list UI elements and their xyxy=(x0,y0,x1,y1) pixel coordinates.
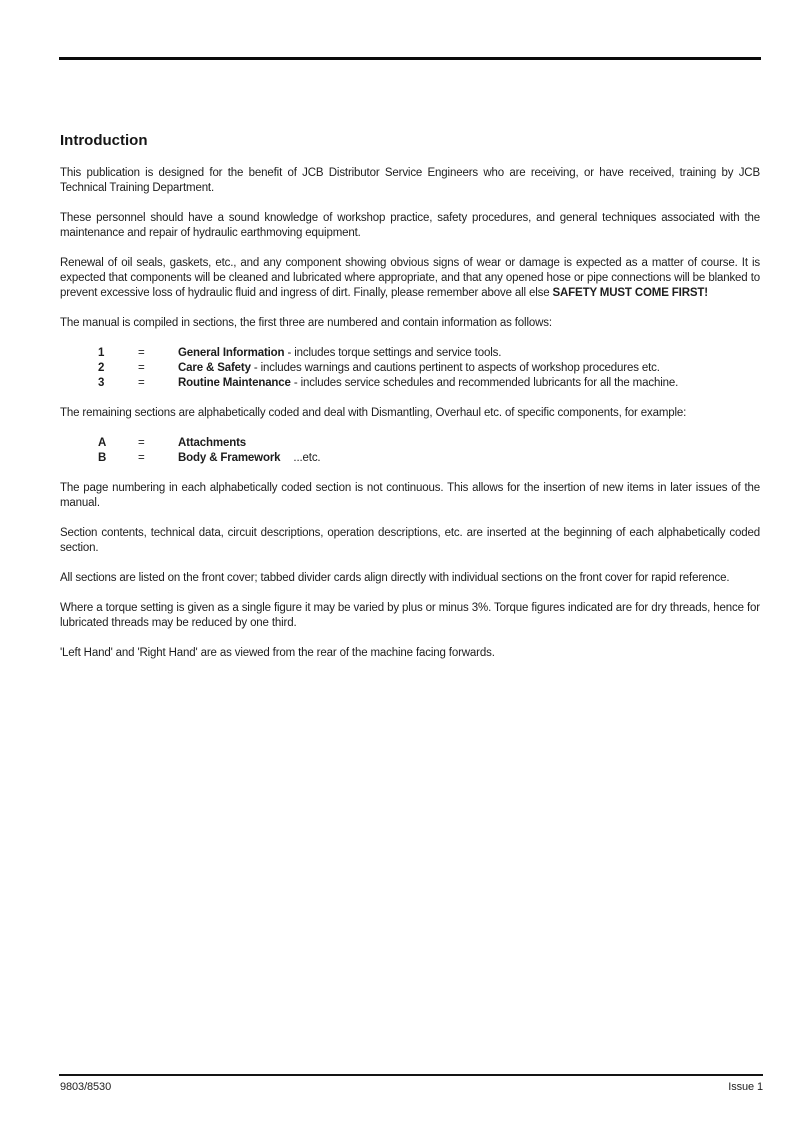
list-item xyxy=(60,346,760,361)
paragraph-page-numbering: The page numbering in each alphabetically coded section is not continuous. This allows for the insertion of new items in later issues of the manual. xyxy=(60,482,760,509)
section-description xyxy=(178,376,760,391)
section-description xyxy=(178,451,760,466)
section-number: 1 xyxy=(98,347,105,359)
list-item xyxy=(60,436,760,451)
section-title: Care & Safety xyxy=(178,362,251,374)
section-title: Body & Framework xyxy=(178,452,281,464)
list-item xyxy=(60,376,760,391)
paragraph-manual-sections-intro: The manual is compiled in sections, the first three are numbered and contain information as follows: xyxy=(60,317,552,329)
equals-sign: = xyxy=(138,437,145,449)
paragraph-renewal-safety xyxy=(60,256,760,301)
paragraph-section-contents: Section contents, technical data, circuit descriptions, operation descriptions, etc. are inserted at the beginning of each alphabetically coded section. xyxy=(60,527,760,554)
paragraph-renewal-text: Renewal of oil seals, gaskets, etc., and any component showing obvious signs of wear or damage is expected as a matter of course. It is expected that components will be cleaned and lubricated where appropriate, and that any opened hose or pipe connections will be blanked to prevent excessive loss of hydraulic fluid and ingress of dirt. Finally, please remember above all else xyxy=(60,257,760,299)
footer-issue-number: Issue 1 xyxy=(728,1081,763,1093)
equals-sign: = xyxy=(138,452,145,464)
top-divider-rule xyxy=(59,57,761,60)
paragraph-personnel-knowledge: These personnel should have a sound knowledge of workshop practice, safety procedures, and general techniques associated with the maintenance and repair of hydraulic earthmoving equipment. xyxy=(60,212,760,239)
footer-document-number: 9803/8530 xyxy=(60,1081,112,1093)
section-detail: - includes service schedules and recommended lubricants for all the machine. xyxy=(290,377,679,389)
section-description xyxy=(178,436,760,451)
section-title: Routine Maintenance xyxy=(178,377,291,389)
section-letter: B xyxy=(98,452,107,464)
paragraph-left-right-hand: 'Left Hand' and 'Right Hand' are as viewed from the rear of the machine facing forwards. xyxy=(60,647,495,659)
page-content xyxy=(60,132,760,661)
numbered-section-list xyxy=(60,346,760,391)
paragraph-front-cover: All sections are listed on the front cover; tabbed divider cards align directly with individual sections on the front cover for rapid reference. xyxy=(60,572,730,584)
section-detail: - includes torque settings and service tools. xyxy=(284,347,502,359)
section-title: General Information xyxy=(178,347,285,359)
page-title: Introduction xyxy=(60,132,148,149)
paragraph-publication-purpose: This publication is designed for the benefit of JCB Distributor Service Engineers who are receiving, or have received, training by JCB Technical Training Department. xyxy=(60,167,760,194)
footer-divider-rule xyxy=(59,1074,763,1076)
paragraph-torque-setting: Where a torque setting is given as a single figure it may be varied by plus or minus 3%. Torque figures indicated are for dry threads, hence for lubricated threads may be reduced by one third. xyxy=(60,602,760,629)
section-etc-suffix: ...etc. xyxy=(293,452,321,464)
section-detail: - includes warnings and cautions pertinent to aspects of workshop procedures etc. xyxy=(250,362,660,374)
equals-sign: = xyxy=(138,362,145,374)
equals-sign: = xyxy=(138,347,145,359)
section-number: 2 xyxy=(98,362,105,374)
section-letter: A xyxy=(98,437,107,449)
section-number: 3 xyxy=(98,377,105,389)
list-item xyxy=(60,451,760,466)
section-title: Attachments xyxy=(178,437,247,449)
section-description xyxy=(178,361,760,376)
list-item xyxy=(60,361,760,376)
equals-sign: = xyxy=(138,377,145,389)
section-description xyxy=(178,346,760,361)
paragraph-alphabetical-sections-intro: The remaining sections are alphabetically coded and deal with Dismantling, Overhaul etc. of specific components, for example: xyxy=(60,407,687,419)
safety-emphasis-text: SAFETY MUST COME FIRST! xyxy=(552,287,708,299)
lettered-section-list xyxy=(60,436,760,466)
